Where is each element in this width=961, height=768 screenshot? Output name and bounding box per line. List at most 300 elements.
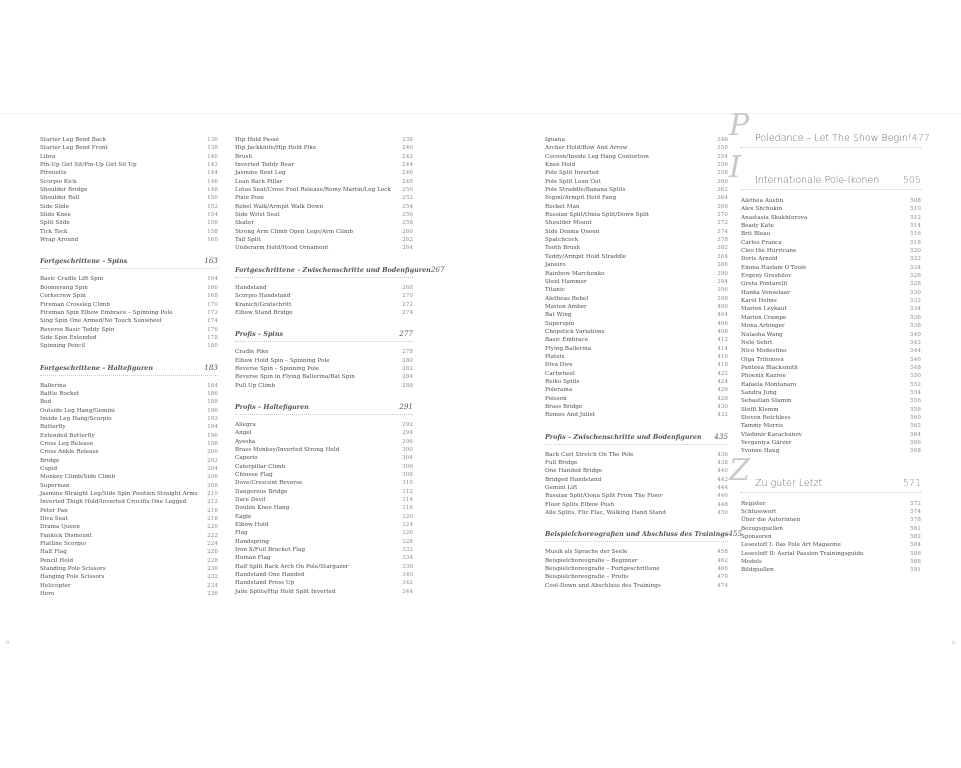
toc-entry-page: 426 (717, 387, 728, 394)
toc-entry (545, 501, 728, 509)
toc-entry-page: 256 (402, 212, 413, 219)
toc-entry-page: 170 (207, 301, 218, 308)
toc-entry-page: 268 (402, 284, 413, 291)
toc-entry-page: 196 (207, 432, 218, 439)
toc-entry-title: Hero (40, 591, 55, 598)
toc-entry (40, 515, 218, 523)
toc-entry (741, 239, 921, 247)
toc-entry (235, 463, 413, 471)
toc-entry-title: Helicopter (40, 582, 71, 589)
toc-entry (741, 447, 921, 455)
toc-entry-page: 220 (207, 524, 218, 531)
toc-entry-page: 350 (717, 145, 728, 152)
toc-entry-title: Strong Arm Climb Open Legs/Arm Climb (235, 228, 353, 235)
toc-entry (235, 228, 413, 236)
toc-entry-title: Half Split Back Arch On Pole/Stargazer (235, 563, 349, 570)
toc-list (40, 136, 218, 244)
toc-entry-page: 518 (910, 239, 921, 246)
toc-entry-page: 332 (402, 547, 413, 554)
toc-entry-title: Über die Autorinnen (741, 517, 801, 524)
toc-entry (545, 361, 728, 369)
toc-entry-page: 448 (717, 501, 728, 508)
toc-entry (40, 203, 218, 211)
toc-entry-page: 554 (910, 389, 921, 396)
toc-entry-page: 308 (402, 471, 413, 478)
toc-entry-page: 422 (717, 370, 728, 377)
toc-entry (235, 438, 413, 446)
toc-list (235, 421, 413, 596)
toc-entry-page: 336 (402, 563, 413, 570)
toc-entry-page: 174 (207, 318, 218, 325)
toc-column-1 (40, 136, 218, 599)
toc-entry (40, 161, 218, 169)
toc-entry-title: Ayesha (235, 438, 256, 445)
toc-entry (545, 303, 728, 311)
toc-entry (40, 178, 218, 186)
toc-entry (235, 588, 413, 596)
toc-entry-page: 574 (910, 509, 921, 515)
toc-entry (741, 339, 921, 347)
toc-entry-title: Tooth Brush (545, 245, 581, 252)
toc-entry (235, 236, 413, 244)
toc-entry-title: Scorpio Kick (40, 178, 77, 185)
toc-entry-title: Caperio (235, 455, 258, 462)
toc-entry-title: Extended Butterfly (40, 432, 95, 439)
toc-entry-title: Superspin (545, 320, 575, 327)
toc-entry-page: 364 (717, 195, 728, 202)
toc-entry-page: 514 (910, 223, 921, 230)
toc-entry-title: Tail Split (235, 237, 261, 244)
toc-entry (235, 546, 413, 554)
toc-entry (545, 411, 728, 419)
toc-entry-title: Brass Bridge (545, 404, 583, 410)
toc-entry-title: Beispielchoreografie – Fortgeschrittene (545, 566, 660, 573)
toc-entry-title: Diva Seat (40, 516, 68, 523)
toc-entry-page: 390 (717, 270, 728, 277)
toc-entry-page: 230 (207, 566, 218, 573)
toc-entry-title: Steffi Klemm (741, 406, 779, 413)
toc-entry-page: 280 (402, 357, 413, 364)
toc-entry-page: 382 (717, 245, 728, 252)
toc-entry-page: 466 (717, 566, 728, 573)
toc-entry-title: Titanic (545, 287, 565, 294)
toc-entry (40, 398, 218, 406)
toc-entry-page: 562 (910, 423, 921, 430)
toc-entry-page: 581 (910, 525, 921, 532)
toc-entry-title: Russian Split/Oona Split From The Floor (545, 493, 663, 500)
toc-entry (40, 309, 218, 317)
toc-entry-page: 544 (910, 348, 921, 355)
chapter-initial: Z (729, 452, 750, 488)
toc-entry-title: Wrap Around (40, 237, 79, 244)
toc-entry-page: 458 (717, 549, 728, 556)
toc-entry-page: 144 (207, 170, 218, 177)
toc-entry-page: 198 (207, 440, 218, 447)
toc-entry-title: Starter Leg Bend Front (40, 145, 108, 152)
toc-entry-title: Marion Crampe (741, 314, 787, 321)
toc-entry-title: Brit Bleau (741, 231, 771, 238)
toc-list (235, 284, 413, 317)
toc-entry-page: 416 (717, 353, 728, 360)
toc-entry-title: Bat Wing (545, 312, 572, 319)
toc-entry-title: Yevgeniya Gärzer (741, 439, 792, 446)
toc-entry-title: Sebastian Stamm (741, 398, 792, 405)
toc-entry-title: Side Wrist Seat (235, 212, 280, 219)
toc-entry (40, 507, 218, 515)
toc-entry (741, 533, 921, 541)
toc-entry-title: Flatline Scorpio (40, 541, 87, 548)
toc-entry-title: Eagle (235, 513, 252, 520)
toc-entry (545, 153, 728, 161)
toc-entry-page: 564 (910, 431, 921, 438)
toc-entry (235, 488, 413, 496)
toc-entry-page: 360 (717, 178, 728, 185)
toc-entry (545, 211, 728, 219)
toc-entry-page: 310 (402, 480, 413, 487)
toc-entry (545, 395, 728, 403)
toc-entry-page: 584 (910, 542, 921, 549)
toc-entry-title: Reverse Spin in Flying Ballerina/Bat Spin (235, 374, 355, 381)
toc-entry (40, 565, 218, 573)
toc-entry-page: 446 (717, 493, 728, 500)
toc-entry-title: Aletheas Rebel (545, 295, 589, 302)
toc-entry (235, 301, 413, 309)
toc-entry-page: 400 (717, 303, 728, 310)
toc-entry-page: 232 (207, 574, 218, 581)
toc-entry (545, 136, 728, 144)
toc-entry-page: 442 (717, 476, 728, 483)
toc-entry-title: Iron X/Full Bracket Flag (235, 547, 306, 554)
section-heading: Fortgeschrittene – Haltefiguren 183 (40, 363, 218, 376)
toc-entry-title: Pull Up Climb (235, 382, 276, 389)
toc-entry-title: Natasha Wang (741, 331, 783, 338)
toc-entry-page: 556 (910, 398, 921, 405)
toc-entry-title: Back Curl Stretch On The Pole (545, 451, 634, 458)
toc-entry (40, 473, 218, 481)
toc-entry (40, 211, 218, 219)
toc-entry-page: 328 (402, 538, 413, 545)
toc-entry (545, 467, 728, 475)
toc-entry (741, 389, 921, 397)
toc-entry-title: Flag (235, 530, 248, 537)
toc-entry-page: 140 (207, 153, 218, 160)
toc-entry (235, 203, 413, 211)
toc-entry-page: 228 (207, 557, 218, 564)
toc-list (235, 136, 413, 253)
toc-entry (235, 479, 413, 487)
toc-entry-page: 226 (207, 549, 218, 556)
toc-entry (40, 136, 218, 144)
toc-entry (545, 328, 728, 336)
toc-entry (40, 582, 218, 590)
toc-entry (40, 342, 218, 350)
toc-entry-title: Dove/Crescent Reverse (235, 480, 303, 487)
toc-entry-page: 524 (910, 264, 921, 271)
toc-entry (545, 169, 728, 177)
toc-entry (741, 431, 921, 439)
toc-entry-title: Handstand Press Up (235, 580, 295, 587)
toc-entry-title: Double Knee Hang (235, 505, 290, 512)
toc-entry-page: 278 (402, 349, 413, 356)
toc-entry (40, 432, 218, 440)
toc-entry-page: 346 (717, 137, 728, 143)
toc-entry-page: 591 (910, 567, 921, 574)
toc-entry-title: Lesestoff I: Das Pole Art Magazine (741, 542, 841, 549)
toc-entry-title: Steven Retchless (741, 414, 791, 421)
toc-entry (545, 345, 728, 353)
toc-entry (545, 203, 728, 211)
toc-entry (40, 284, 218, 292)
toc-entry-page: 534 (910, 306, 921, 313)
toc-entry-page: 396 (717, 287, 728, 294)
toc-entry-title: Reverse Basic Teddy Spin (40, 326, 115, 333)
toc-entry-title: Panteea Blacksmith (741, 364, 798, 371)
toc-entry (235, 357, 413, 365)
toc-entry-page: 284 (402, 374, 413, 381)
toc-entry-page: 578 (910, 517, 921, 524)
toc-entry (235, 496, 413, 504)
toc-entry-page: 320 (402, 513, 413, 520)
toc-entry-title: Hip Hold Passé (235, 137, 280, 143)
toc-entry-page: 188 (207, 399, 218, 406)
toc-entry-page: 176 (207, 326, 218, 333)
toc-entry-title: Schlusswort (741, 509, 777, 515)
toc-entry (545, 509, 728, 517)
toc-entry (235, 144, 413, 152)
toc-entry-page: 520 (910, 248, 921, 255)
toc-entry-page: 384 (717, 253, 728, 260)
toc-entry (545, 186, 728, 194)
toc-entry (235, 211, 413, 219)
toc-entry-title: Evgeny Greshilov (741, 273, 792, 280)
toc-entry-title: Vladimir Karachunov (741, 431, 803, 438)
toc-entry (741, 439, 921, 447)
toc-entry-title: Poleraina (545, 387, 573, 394)
toc-entry (741, 525, 921, 533)
toc-entry (235, 309, 413, 317)
toc-entry-page: 586 (910, 550, 921, 557)
toc-entry-page: 208 (207, 482, 218, 489)
toc-entry-title: Jade Splits/Hip Hold Split Inverted (235, 588, 336, 595)
toc-entry-page: 572 (910, 500, 921, 507)
toc-entry-page: 508 (910, 198, 921, 204)
toc-entry-page: 210 (207, 491, 218, 498)
toc-entry-title: Chopstick Variations (545, 328, 605, 335)
toc-entry-page: 368 (717, 203, 728, 210)
toc-entry-title: Reiko Splits (545, 378, 580, 385)
toc-entry (741, 264, 921, 272)
toc-entry-page: 152 (207, 203, 218, 210)
toc-entry-title: Carlos Franca (741, 239, 782, 246)
toc-entry-page: 398 (717, 295, 728, 302)
chapter-initial: P (729, 108, 750, 143)
toc-entry (545, 194, 728, 202)
toc-entry-page: 160 (207, 237, 218, 244)
toc-entry-title: Inverted Thigh Hold/Inverted Crucifix One Legged (40, 499, 187, 506)
toc-entry-title: Steel Hammer (545, 278, 587, 285)
toc-entry-title: Romeo And Juliet (545, 412, 596, 419)
toc-entry-title: Sandra Jung (741, 389, 777, 396)
toc-entry (40, 317, 218, 325)
toc-entry (40, 236, 218, 244)
toc-entry-title: Elbow Hold Spin – Spinning Pole (235, 357, 330, 364)
toc-entry-page: 300 (402, 446, 413, 453)
toc-entry-title: Knee Hold (545, 162, 576, 169)
toc-entry-title: Bezugsquellen (741, 525, 784, 532)
toc-entry-title: Pole Split Lean Out (545, 178, 601, 185)
toc-entry-title: Brass Monkey/Inverted Strong Hold (235, 446, 340, 453)
toc-entry-title: Pole Split Inverted (545, 170, 599, 177)
toc-entry-page: 318 (402, 505, 413, 512)
toc-entry (741, 558, 921, 566)
toc-list (40, 382, 218, 599)
toc-entry-page: 582 (910, 534, 921, 541)
toc-entry (40, 490, 218, 498)
toc-entry-page: 438 (717, 460, 728, 467)
toc-entry (545, 261, 728, 269)
toc-entry-title: Drama Queen (40, 524, 80, 531)
toc-entry-title: Rocket Man (545, 203, 580, 210)
toc-entry-title: Standing Pole Scissors (40, 566, 106, 573)
toc-entry-title: Human Flag (235, 555, 271, 562)
toc-entry-page: 424 (717, 378, 728, 385)
toc-entry-page: 262 (402, 237, 413, 244)
toc-entry-title: Cocoon/Inside Leg Hang Contortion (545, 153, 649, 160)
toc-entry-title: Emma Haslam O'Toole (741, 264, 807, 271)
toc-entry-page: 238 (402, 137, 413, 143)
toc-entry-page: 142 (207, 162, 218, 169)
toc-entry-page: 374 (717, 228, 728, 235)
toc-entry-page: 536 (910, 314, 921, 321)
toc-entry-title: Cradle Pike (235, 349, 269, 356)
toc-entry (235, 429, 413, 437)
toc-entry-title: Bridged Handstand (545, 476, 602, 483)
toc-list (545, 548, 728, 590)
toc-entry (235, 421, 413, 429)
toc-entry (545, 459, 728, 467)
toc-list (545, 136, 728, 420)
toc-entry-title: Sponsoren (741, 534, 772, 541)
toc-entry (40, 292, 218, 300)
toc-entry (235, 571, 413, 579)
toc-entry-title: Superman (40, 482, 70, 489)
toc-entry-title: Cross Ankle Release (40, 449, 99, 456)
toc-entry (235, 538, 413, 546)
toc-entry-title: Shoulder Mount (545, 220, 592, 227)
toc-entry (235, 529, 413, 537)
toc-entry (40, 423, 218, 431)
toc-entry-page: 168 (207, 293, 218, 300)
toc-entry (40, 440, 218, 448)
toc-entry-title: Corkscrew Spin (40, 293, 86, 300)
toc-entry-title: Handstand (235, 284, 267, 291)
toc-entry-page: 418 (717, 362, 728, 369)
toc-entry-page: 522 (910, 256, 921, 263)
toc-entry-page: 450 (717, 510, 728, 517)
chapter-heading: Z Zu guter Letzt 571 (741, 478, 921, 493)
toc-entry-page: 404 (717, 312, 728, 319)
toc-entry-title: Chinese Flag (235, 471, 273, 478)
toc-entry (40, 275, 218, 283)
toc-entry (40, 382, 218, 390)
toc-entry-title: Pixie Pose (235, 195, 265, 202)
toc-entry (741, 197, 921, 205)
toc-entry-page: 566 (910, 439, 921, 446)
toc-entry-page: 588 (910, 559, 921, 566)
toc-entry (545, 548, 728, 556)
toc-entry-page: 190 (207, 407, 218, 414)
toc-entry-title: Iguana (545, 137, 565, 143)
toc-list (40, 275, 218, 350)
toc-entry-title: Handstand One Handed (235, 572, 305, 579)
toc-entry (545, 403, 728, 411)
toc-entry-page: 414 (717, 345, 728, 352)
toc-entry-page: 218 (207, 516, 218, 523)
toc-entry-title: Boomerang Spin (40, 284, 88, 291)
toc-entry-page: 258 (402, 220, 413, 227)
toc-entry-title: Side Spin Extended (40, 334, 97, 341)
toc-entry-page: 150 (207, 195, 218, 202)
toc-entry-page: 530 (910, 289, 921, 296)
toc-entry-page: 148 (207, 187, 218, 194)
toc-entry-title: Side Slide (40, 203, 70, 210)
toc-entry (545, 320, 728, 328)
toc-entry (235, 373, 413, 381)
toc-entry (40, 532, 218, 540)
toc-entry-page: 288 (402, 382, 413, 389)
section-heading: Profis – Zwischenschritte und Bodenfiguren 435 (545, 432, 728, 445)
toc-entry-title: Split Slide (40, 220, 70, 227)
toc-entry-page: 334 (402, 555, 413, 562)
toc-entry-title: Cupid (40, 466, 58, 472)
toc-entry (235, 521, 413, 529)
toc-entry-title: Peter Pan (40, 507, 68, 514)
toc-entry-page: 294 (402, 430, 413, 437)
toc-entry-page: 560 (910, 414, 921, 421)
toc-entry (545, 565, 728, 573)
toc-entry (40, 194, 218, 202)
toc-entry-page: 444 (717, 485, 728, 492)
toc-entry (40, 334, 218, 342)
toc-entry-page: 548 (910, 364, 921, 371)
toc-entry-title: Butterfly (40, 424, 66, 431)
toc-entry-title: Spatchcock (545, 237, 579, 244)
toc-entry-page: 184 (207, 382, 218, 389)
toc-entry-title: Half Flag (40, 549, 67, 556)
toc-entry-title: Lotus Seat/Cross Foot Release/Remy Martin/Leg Lock (235, 187, 391, 194)
toc-entry (741, 322, 921, 330)
toc-entry (40, 301, 218, 309)
toc-entry-page: 436 (717, 451, 728, 458)
toc-entry-page: 156 (207, 220, 218, 227)
toc-entry (741, 272, 921, 280)
chapter-initial: I (729, 150, 741, 185)
toc-entry (741, 205, 921, 213)
toc-entry (235, 365, 413, 373)
toc-entry-page: 470 (717, 574, 728, 581)
toc-entry (235, 446, 413, 454)
toc-entry-page: 324 (402, 522, 413, 529)
toc-entry-page: 378 (717, 237, 728, 244)
toc-entry-title: Fankick Dismount (40, 532, 92, 539)
toc-entry-title: Diva Dive (545, 362, 573, 369)
toc-entry-page: 362 (717, 187, 728, 194)
toc-entry (741, 550, 921, 558)
toc-entry-page: 546 (910, 356, 921, 363)
toc-entry-title: Underarm Hold/Hood Ornament (235, 245, 329, 252)
toc-entry (235, 178, 413, 186)
toc-entry-page: 192 (207, 415, 218, 422)
